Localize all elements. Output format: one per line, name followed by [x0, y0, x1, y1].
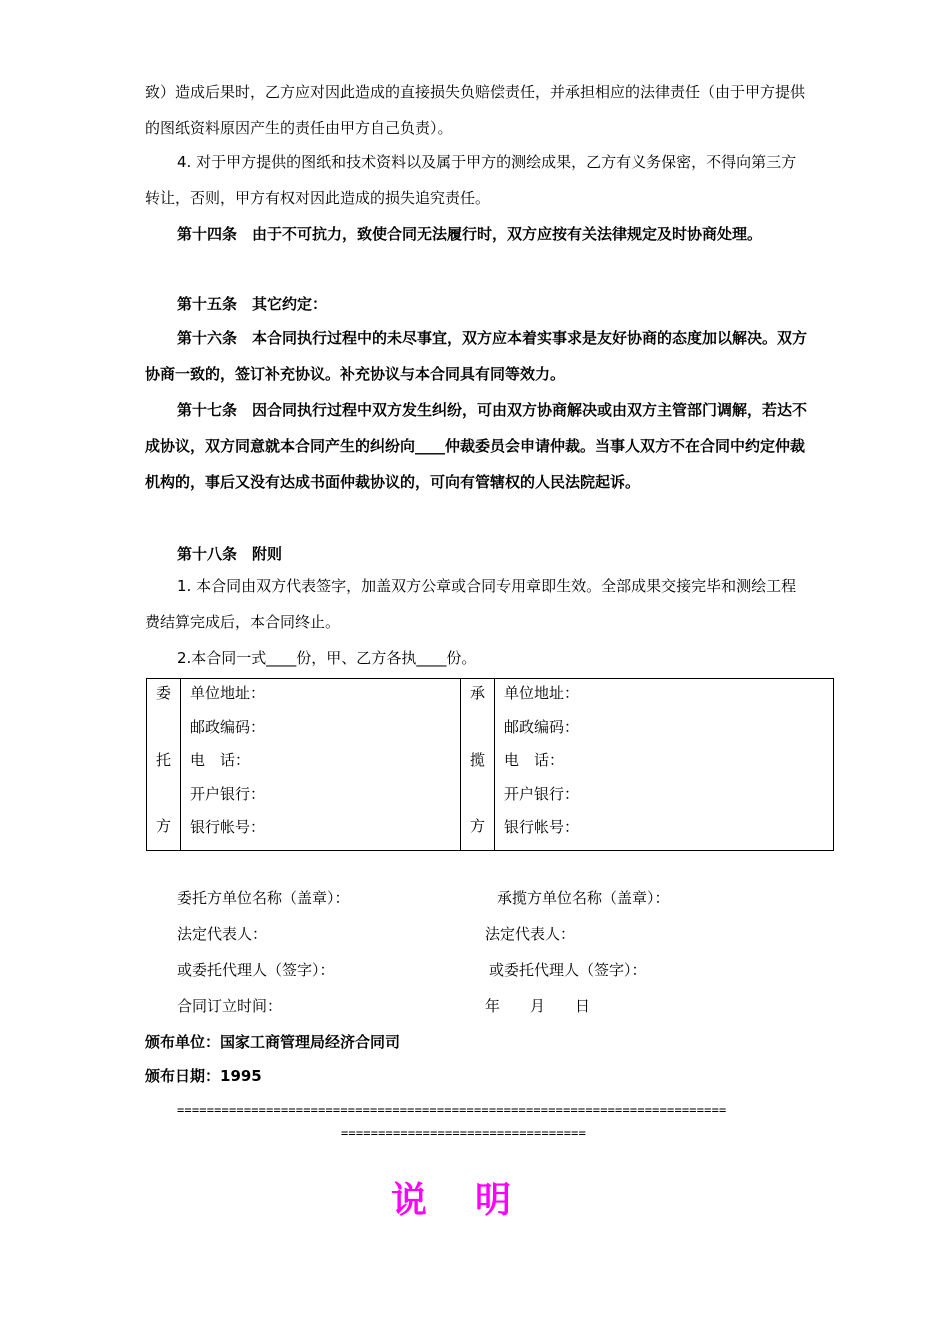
separator-line: =================================	[341, 1126, 587, 1140]
client-postcode-label: 邮政编码：	[190, 717, 266, 736]
client-phone-label: 电 话：	[190, 751, 251, 769]
client-address-label: 单位地址：	[190, 684, 266, 702]
article-17: 第十七条 因合同执行过程中双方发生纠纷，可由双方协商解决或由双方主管部门调解，若达不成协议，双方同意就本合同产生的纠纷向____仲裁委员会申请仲裁。当事人双方不在合同中约定仲裁机构的，事后又没有达成书面仲裁协议的，可向有管辖权的人民法院起诉。	[145, 401, 808, 491]
client-label-char: 托	[155, 751, 171, 769]
client-fields	[181, 679, 461, 851]
contractor-account-label: 银行帐号：	[504, 818, 580, 836]
client-bank-label: 开户银行：	[190, 784, 266, 803]
contractor-label-char: 承	[469, 684, 485, 702]
contractor-bank-label: 开户银行：	[504, 784, 580, 803]
contract-date-label: 合同订立时间：	[177, 997, 283, 1015]
contractor-name-seal: 承揽方单位名称（盖章）：	[497, 889, 670, 907]
contractor-postcode-label: 邮政编码：	[504, 717, 580, 736]
client-agent-signature: 或委托代理人（签字）：	[177, 961, 335, 979]
client-name-seal: 委托方单位名称（盖章）：	[177, 889, 350, 907]
article-18-clause-2: 2.本合同一式____份，甲、乙方各执____份。	[177, 649, 477, 667]
contractor-legal-rep: 法定代表人：	[485, 925, 576, 943]
article-14: 第十四条 由于不可抗力，致使合同无法履行时，双方应按有关法律规定及时协商处理。	[177, 225, 763, 243]
article-18-clause-1: 1. 本合同由双方代表签字，加盖双方公章或合同专用章即生效。全部成果交接完毕和测绘工程费结算完成后，本合同终止。	[145, 577, 797, 631]
contractor-label-char: 方	[469, 817, 485, 835]
article-15: 第十五条 其它约定：	[177, 295, 328, 313]
contractor-label	[461, 679, 495, 851]
section-title: 说明	[390, 1180, 559, 1221]
client-account-label: 银行帐号：	[190, 818, 266, 836]
contractor-fields	[495, 679, 834, 851]
paragraph-liability: 致）造成后果时，乙方应对因此造成的直接损失负赔偿责任，并承担相应的法律责任（由于甲方提供的图纸资料原因产生的责任由甲方自己负责）。	[145, 83, 806, 137]
separator-line: ==========================================================================	[177, 1103, 727, 1117]
contractor-address-label: 单位地址：	[504, 684, 580, 702]
publisher: 颁布单位：国家工商管理局经济合同司	[145, 1033, 401, 1051]
contractor-agent-signature: 或委托代理人（签字）：	[489, 961, 647, 979]
publish-date: 颁布日期：1995	[145, 1067, 262, 1085]
contractor-label-char: 揽	[469, 751, 485, 769]
paragraph-confidentiality: 4. 对于甲方提供的图纸和技术资料以及属于甲方的测绘成果，乙方有义务保密，不得向第三方转让，否则，甲方有权对因此造成的损失追究责任。	[145, 153, 797, 207]
client-label-char: 方	[155, 817, 171, 835]
article-16: 第十六条 本合同执行过程中的未尽事宜，双方应本着实事求是友好协商的态度加以解决。双方协商一致的，签订补充协议。补充协议与本合同具有同等效力。	[145, 329, 808, 383]
party-info-table	[146, 678, 834, 851]
article-18: 第十八条 附则	[177, 545, 283, 563]
contract-date-value: 年 月 日	[485, 997, 591, 1015]
contractor-phone-label: 电 话：	[504, 751, 565, 769]
client-label-char: 委	[155, 684, 171, 702]
client-legal-rep: 法定代表人：	[177, 925, 268, 943]
client-label	[147, 679, 181, 851]
